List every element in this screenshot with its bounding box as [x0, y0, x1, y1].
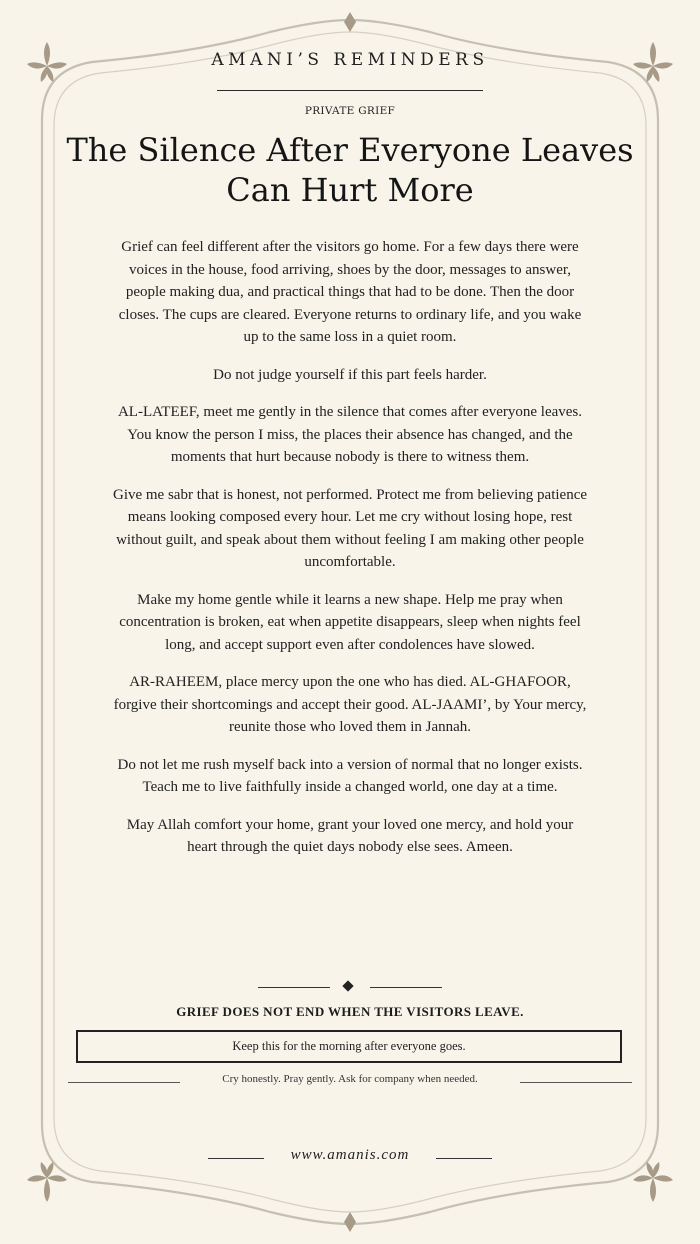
tagline: Cry honestly. Pray gently. Ask for company when needed. — [222, 1073, 478, 1085]
ornament-divider — [0, 979, 700, 995]
url-line-right — [436, 1158, 492, 1159]
url-row — [0, 1147, 700, 1169]
title-line-2: Can Hurt More — [226, 171, 474, 209]
tagline-line-right — [520, 1082, 632, 1083]
paragraph: Make my home gentle while it learns a new shape. Help me pray when concentration is broken, eat when appetite disappears, sleep when nights feel long, and accept support even after condolences have slowed. — [119, 591, 581, 653]
divider-line-right — [370, 987, 442, 988]
paragraph: Give me sabr that is honest, not performed. Protect me from believing patience means looking composed every hour. Let me cry without losing hope, rest without guilt, and speak about them without feeling I am making other people uncomfortable. — [112, 486, 588, 570]
keep-note-box: Keep this for the morning after everyone goes. — [76, 1030, 622, 1063]
closing-statement: GRIEF DOES NOT END WHEN THE VISITORS LEAVE. — [176, 1004, 524, 1019]
paragraph: AR-RAHEEM, place mercy upon the one who has died. AL-GHAFOOR, forgive their shortcomings and accept their good. AL-JAAMI’, by Your mercy, reunite those who loved them in Jannah. — [113, 674, 587, 735]
page-title — [60, 130, 640, 210]
brand-divider — [217, 90, 483, 91]
divider-line-left — [258, 987, 330, 988]
paragraph: Do not judge yourself if this part feels harder. — [213, 366, 487, 383]
section-kicker: PRIVATE GRIEF — [304, 105, 396, 117]
paragraph: May Allah comfort your home, grant your loved one mercy, and hold your heart through the quiet days nobody else sees. Ameen. — [126, 816, 574, 855]
paragraph: Do not let me rush myself back into a version of normal that no longer exists. Teach me to live faithfully inside a changed world, one day at a time. — [117, 756, 583, 795]
paragraph: AL-LATEEF, meet me gently in the silence that comes after everyone leaves. You know the person I miss, the places their absence has changed, and the moments that hurt because nobody is there to witness them. — [117, 404, 583, 465]
title-line-1: The Silence After Everyone Leaves — [66, 131, 634, 169]
website-link[interactable]: www.amanis.com — [290, 1147, 410, 1163]
tagline-row — [0, 1073, 700, 1093]
diamond-icon — [342, 980, 353, 991]
body-text — [110, 236, 590, 874]
paragraph: Grief can feel different after the visitors go home. For a few days there were voices in the house, food arriving, shoes by the door, messages to answer, people making dua, and practical things that had to be done. Then the door closes. The cups are cleared. Everyone returns to ordinary life, and you wake up to the same loss in a quiet room. — [118, 239, 582, 345]
brand-name: AMANI’S REMINDERS — [211, 50, 489, 70]
